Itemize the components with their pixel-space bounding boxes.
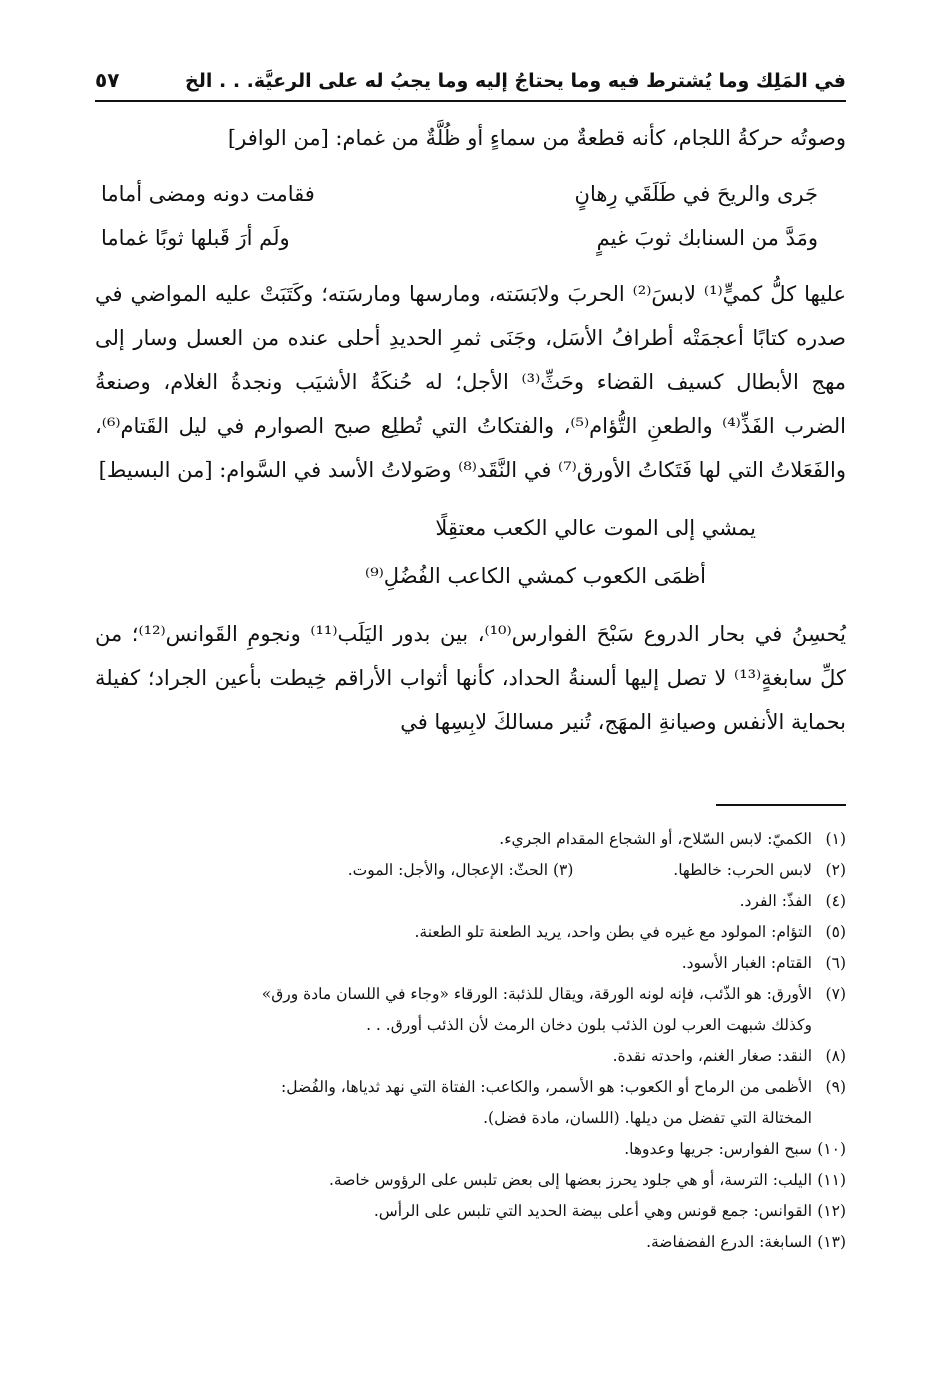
- footnote-text: اليلب: الترسة، أو هي جلود يحرز بعضها إلى بعض تلبس على الرؤوس خاصة.: [328, 1171, 812, 1189]
- footnote-line: الأورق: هو الذّئب، فإنه لونه الورقة، ويقال للذئبة: الورقاء «وجاء في اللسان مادة ورق»: [261, 985, 812, 1003]
- footnotes: [95, 824, 846, 1258]
- footnote-text-part: لابس الحرب: خالطها.: [673, 861, 812, 879]
- poem-verse-line: أظمَى الكعوب كمشي الكاعب الفُضُلِ⁽⁹⁾: [365, 564, 706, 588]
- footnote: [95, 1041, 846, 1072]
- footnote-number: (٨): [825, 1047, 846, 1065]
- footnote-text: [95, 1072, 812, 1134]
- poem-verse: [95, 172, 846, 216]
- footnote-text: القتام: الغبار الأسود.: [681, 954, 812, 972]
- footnote-text: [95, 979, 812, 1041]
- footnote-number: (٥): [825, 923, 846, 941]
- footnote-number: (٩): [825, 1078, 846, 1096]
- footnote: [95, 1165, 846, 1196]
- footnote-number: (١): [825, 830, 846, 848]
- verse-hemistich-second: فقامت دونه ومضى أماما: [101, 182, 315, 206]
- verse-hemistich-first: جَرى والريحَ في طَلَقَي رِهانٍ: [574, 182, 818, 206]
- footnote-text: الكميّ: لابس السّلاح، أو الشجاع المقدام الجريء.: [499, 830, 812, 848]
- running-header: [95, 60, 846, 102]
- footnote-separator-wrap: [95, 744, 846, 824]
- paragraph: عليها كلُّ كميٍّ⁽¹⁾ لابسَ⁽²⁾ الحربَ ولابَسَته، ومارسها ومارسَته؛ وكَتَبَتْ عليه المواضي في صدره كتابًا أعجمَتْه أطرافُ الأسَل، وجَنَى ثمرِ الحديدِ أحلى عنده من العسل وسار إلى مهج الأبطال كسيف القضاء وحَثِّ⁽³⁾ الأجل؛ له حُنكَةُ الأشيَب ونجدةُ الغلام، وصنعةُ الضرب الفَذِّ⁽⁴⁾ والطعنِ التُّؤام⁽⁵⁾، والفتكاتُ التي تُطلِع صبح الصوارم في ليل القَتام⁽⁶⁾، والفَعَلاتُ التي لها فَتَكاتُ الأورق⁽⁷⁾ في النَّقَد⁽⁸⁾ وصَولاتُ الأسد في السَّوام: [من البسيط]: [95, 282, 847, 482]
- footnote: [95, 917, 846, 948]
- footnote-text: التؤام: المولود مع غيره في بطن واحد، يريد الطعنة تلو الطعنة.: [414, 923, 812, 941]
- verse-hemistich-second: ولَم أرَ قَبلها ثوبًا غماما: [101, 226, 290, 250]
- footnote-number: (١٣): [817, 1233, 846, 1251]
- running-title: في المَلِك وما يُشترط فيه وما يحتاجُ إليه وما يجبُ له على الرعيَّة. . . الخ: [185, 70, 846, 92]
- poem-verse: [95, 216, 846, 260]
- footnote-number: (١٠): [817, 1140, 846, 1158]
- footnote-number: (١١): [817, 1171, 846, 1189]
- book-page: [95, 60, 846, 1343]
- footnote-text: [95, 855, 812, 886]
- footnote-number: (٦): [825, 954, 846, 972]
- footnote-text-part: (٣) الحثّ: الإعجال، والأجل: الموت.: [347, 861, 574, 879]
- footnote-text: النقد: صغار الغنم، واحدته نقدة.: [612, 1047, 812, 1065]
- footnote-text: سبح الفوارس: جريها وعدوها.: [624, 1140, 812, 1158]
- footnote-separator: [716, 804, 846, 806]
- footnote: [95, 824, 846, 855]
- footnote: [95, 948, 846, 979]
- footnote: [95, 855, 846, 886]
- footnote-line: وكذلك شبهت العرب لون الذئب بلون دخان الرمث لأن الذئب أورق. . .: [366, 1016, 812, 1034]
- paragraph: يُحسِنُ في بحار الدروع سَبْحَ الفوارس⁽¹⁰⁾، بين بدور اليَلَب⁽¹¹⁾ ونجومِ القَوانس⁽¹²⁾؛ من كلِّ سابغةٍ⁽¹³⁾ لا تصل إليها ألسنةُ الحداد، كأنها أثواب الأراقم خِيطت بأعين الجراد؛ كفيلة بحماية الأنفس وصيانةِ المهَج، تُنير مسالكَ لابِسِها في: [95, 622, 847, 734]
- footnote: [95, 1227, 846, 1258]
- footnote-text: السابغة: الدرع الفضفاضة.: [646, 1233, 812, 1251]
- footnote-line: الأظمى من الرماح أو الكعوب: هو الأسمر، والكاعب: الفتاة التي نهد ثدياها، والفُضل:: [281, 1078, 812, 1096]
- footnote: [95, 979, 846, 1041]
- footnote-number: (١٢): [817, 1202, 846, 1220]
- footnote: [95, 886, 846, 917]
- page-number: ٥٧: [95, 68, 120, 92]
- paragraph: وصوتُه حركةُ اللجام، كأنه قطعةٌ من سماءٍ أو ظُلَّةٌ من غمام: [من الوافر]: [227, 126, 846, 150]
- footnote: [95, 1072, 846, 1134]
- poem-verse-line: يمشي إلى الموت عالي الكعب معتقِلًا: [435, 516, 756, 540]
- footnote-number: (٧): [825, 985, 846, 1003]
- footnote-text: الفذّ: الفرد.: [739, 892, 812, 910]
- verse-hemistich-first: ومَدَّ من السنابك ثوبَ غيمٍ: [596, 226, 818, 250]
- footnote-text: القوانس: جمع قونس وهي أعلى بيضة الحديد التي تلبس على الرأس.: [373, 1202, 812, 1220]
- footnote: [95, 1134, 846, 1165]
- footnote-line: المختالة التي تفضل من ديلها. (اللسان، مادة فضل).: [483, 1109, 812, 1127]
- footnote-number: (٤): [825, 892, 846, 910]
- footnote-number: (٢): [825, 861, 846, 879]
- main-text: [95, 116, 846, 744]
- footnote: [95, 1196, 846, 1227]
